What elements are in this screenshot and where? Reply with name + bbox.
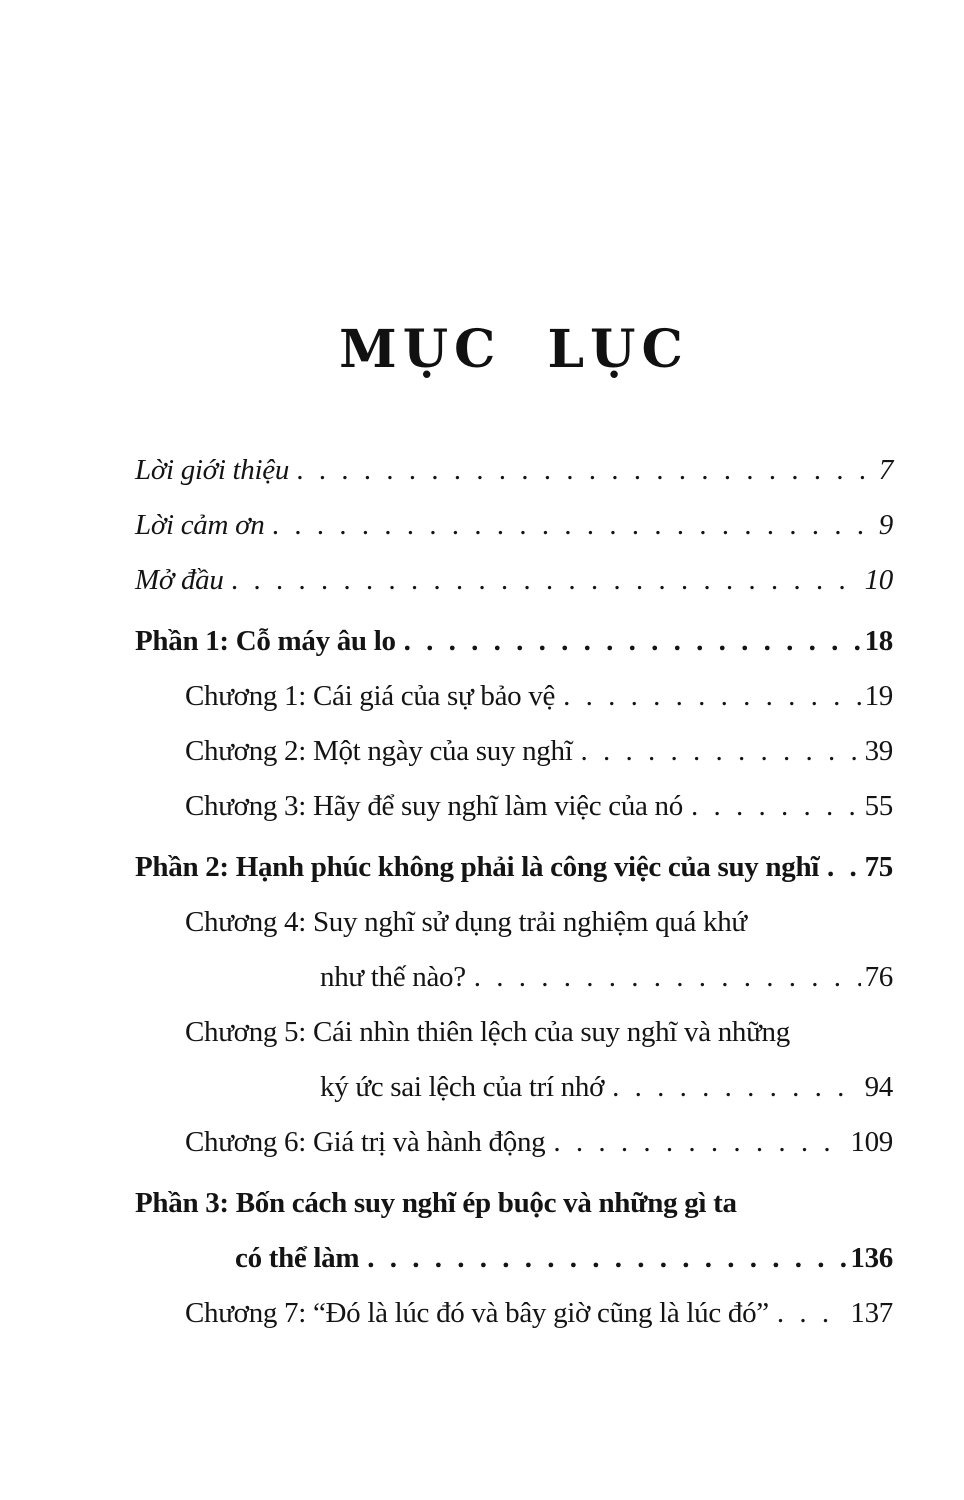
toc-entry-loi-gioi-thieu [135,450,893,491]
toc-entry-label: Chương 1: Cái giá của sự bảo vệ [185,680,556,712]
toc-entry-phan-1 [135,621,893,662]
toc-entry-label-line1: Chương 5: Cái nhìn thiên lệch của suy nghĩ và những [185,1016,790,1048]
toc-entry-label: Chương 3: Hãy để suy nghĩ làm việc của nó [185,790,683,822]
dot-leader [272,505,874,546]
toc-entry-chuong-1 [135,676,893,717]
toc-entry-label: Chương 2: Một ngày của suy nghĩ [185,735,573,767]
toc-entry-chuong-5 [135,1012,893,1108]
toc-entry-page: 39 [864,735,893,767]
dot-leader [827,847,861,888]
toc-entry-page: 75 [864,851,893,883]
dot-leader [297,450,875,491]
toc-entry-page: 136 [850,1242,893,1274]
toc-entry-label-line1: Phần 3: Bốn cách suy nghĩ ép buộc và những gì ta [135,1187,737,1219]
toc-title: MỤC LỤC [339,319,689,380]
toc-entry-loi-cam-on [135,505,893,546]
dot-leader [553,1122,846,1163]
dot-leader [580,731,860,772]
toc-entry-chuong-3 [135,786,893,827]
dot-leader [777,1293,847,1334]
toc-entry-page: 109 [850,1126,893,1158]
toc-entry-page: 9 [878,509,893,541]
dot-leader [563,676,861,717]
toc-entry-label-line1: Chương 4: Suy nghĩ sử dụng trải nghiệm quá khứ [185,906,747,938]
table-of-contents [135,450,893,1334]
toc-entry-page: 137 [850,1297,893,1329]
toc-entry-label: Mở đầu [135,564,224,596]
dot-leader [367,1238,846,1279]
toc-entry-label: Chương 6: Giá trị và hành động [185,1126,546,1158]
dot-leader [232,560,861,601]
toc-entry-page: 10 [864,564,893,596]
toc-entry-chuong-7 [135,1293,893,1334]
toc-entry-chuong-4 [135,902,893,998]
toc-entry-phan-2 [135,847,893,888]
toc-entry-page: 19 [864,680,893,712]
toc-entry-chuong-6 [135,1122,893,1163]
dot-leader [691,786,861,827]
dot-leader [612,1067,860,1108]
toc-entry-label: Lời giới thiệu [135,454,290,486]
toc-entry-label: Lời cảm ơn [135,509,265,541]
toc-entry-label: Phần 2: Hạnh phúc không phải là công việc của suy nghĩ [135,851,820,883]
toc-entry-label: Chương 7: “Đó là lúc đó và bây giờ cũng là lúc đó” [185,1297,769,1329]
toc-entry-mo-dau [135,560,893,601]
toc-entry-page: 7 [878,454,893,486]
toc-entry-chuong-2 [135,731,893,772]
toc-entry-page: 18 [864,625,893,657]
toc-entry-label: Phần 1: Cỗ máy âu lo [135,625,396,657]
toc-entry-page: 76 [864,961,893,993]
toc-entry-label-line2: ký ức sai lệch của trí nhớ [320,1071,605,1103]
dot-leader [474,957,861,998]
toc-entry-label-line2: có thể làm [235,1242,360,1274]
toc-entry-page: 94 [864,1071,893,1103]
toc-entry-phan-3 [135,1183,893,1279]
toc-entry-page: 55 [864,790,893,822]
toc-entry-label-line2: như thế nào? [320,961,466,993]
dot-leader [404,621,861,662]
